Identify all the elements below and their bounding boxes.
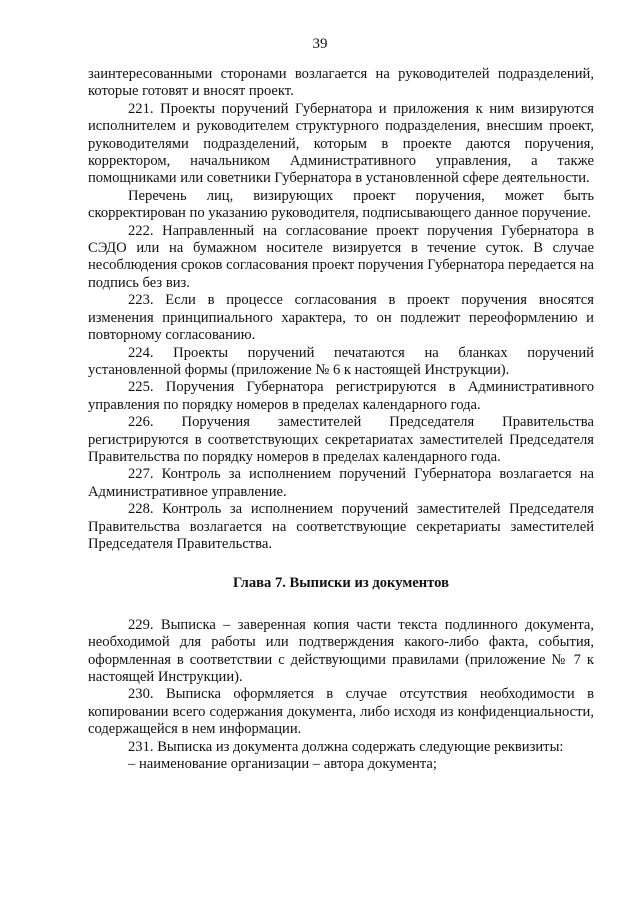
paragraph-230: 230. Выписка оформляется в случае отсутствия необходимости в копировании всего содержания документа, либо исходя из конфиденциальности, содержащейся в нем информации.	[88, 686, 594, 738]
paragraph-226: 226. Поручения заместителей Председателя Правительства регистрируются в соответствующих секретариатах заместителей Председателя Правительства по порядку номеров в пределах календарного года.	[88, 414, 594, 465]
list-item-organization-name: – наименование организации – автора документа;	[128, 756, 437, 773]
paragraph-223: 223. Если в процессе согласования в проект поручения вносятся изменения принципиального характера, то он подлежит переоформлению и повторному согласованию.	[88, 292, 594, 344]
chapter-heading: Глава 7. Выписки из документов	[233, 575, 449, 592]
document-body	[88, 66, 594, 773]
paragraph-231: 231. Выписка из документа должна содержать следующие реквизиты:	[128, 738, 564, 755]
paragraph-229: 229. Выписка – заверенная копия части текста подлинного документа, необходимой для работы или подтверждения какого-либо факта, события, оформленная в соответствии с действующими правилами (приложение № 7 к настоящей Инструкции).	[88, 616, 594, 685]
paragraph-225: 225. Поручения Губернатора регистрируются в Административного управления по порядку номеров в пределах календарного года.	[88, 379, 594, 413]
paragraph-224: 224. Проекты поручений печатаются на бланках поручений установленной формы (приложение № 6 к настоящей Инструкции).	[88, 344, 594, 378]
paragraph-continuation: заинтересованными сторонами возлагается на руководителей подразделений, которые готовят и вносят проект.	[88, 66, 594, 100]
paragraph-222: 222. Направленный на согласование проект поручения Губернатора в СЭДО или на бумажном носителе визируется в течение суток. В случае несоблюдения сроков согласования проект поручения Губернатора передается на подпись без виз.	[88, 222, 594, 291]
paragraph-221-list-of-signers: Перечень лиц, визирующих проект поручения, может быть скорректирован по указанию руководителя, подписывающего данное поручение.	[88, 187, 594, 222]
paragraph-228: 228. Контроль за исполнением поручений заместителей Председателя Правительства возлагается на соответствующие секретариаты заместителей Председателя Правительства.	[88, 501, 594, 552]
paragraph-227: 227. Контроль за исполнением поручений Губернатора возлагается на Административное управление.	[88, 466, 594, 500]
paragraph-221: 221. Проекты поручений Губернатора и приложения к ним визируются исполнителем и руководителем структурного подразделения, внесшим проект, руководителями подразделений, которым в проекте даются поручения, корректором, начальником Административного управления, а также помощниками или советники Губернатора в установленной сфере деятельности.	[88, 100, 594, 187]
page-number: 39	[312, 36, 328, 52]
